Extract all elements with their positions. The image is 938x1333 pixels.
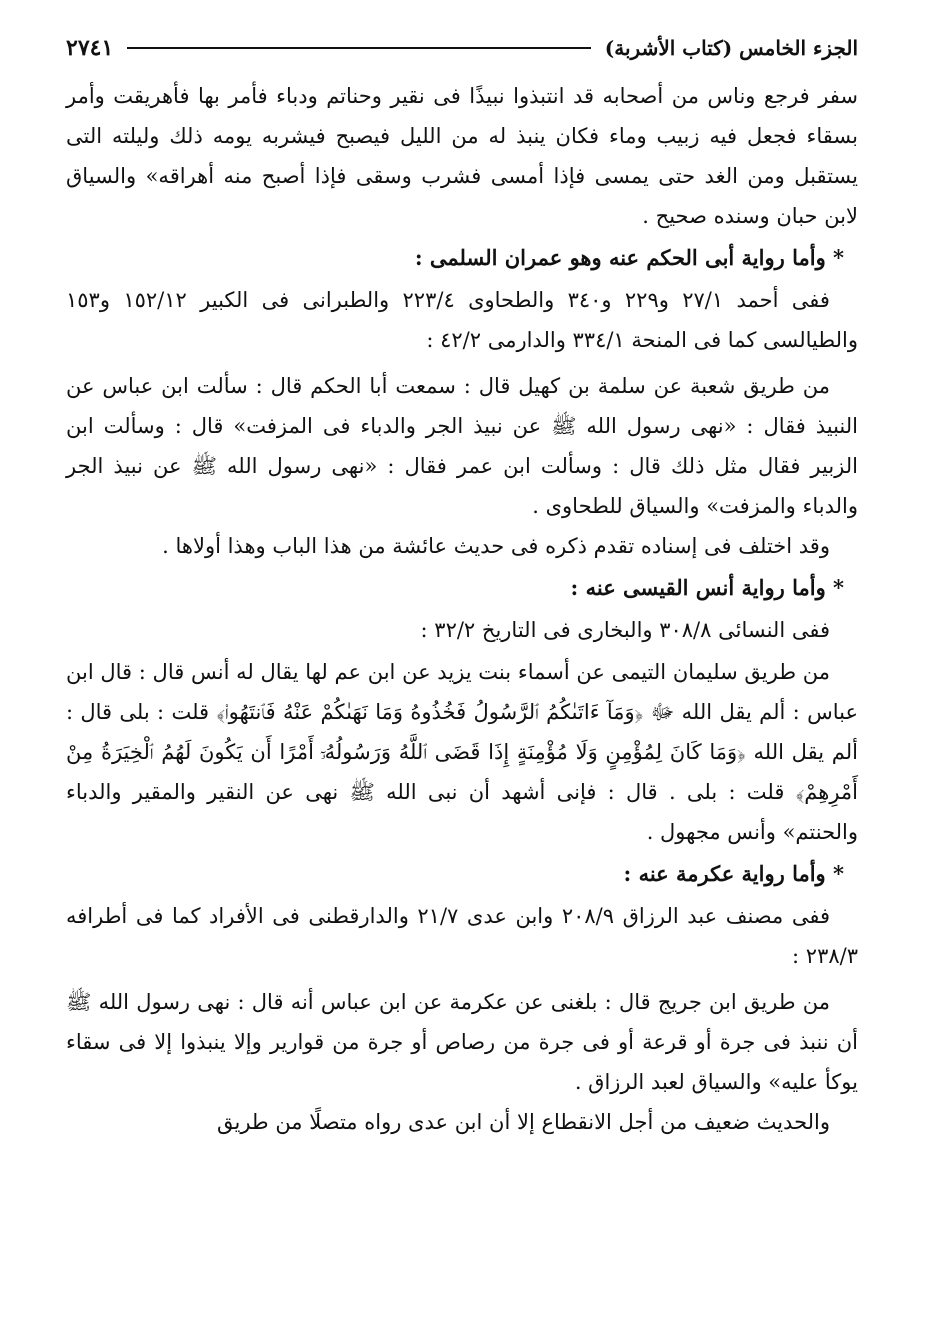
running-header <box>66 30 858 66</box>
header-rule <box>127 47 591 49</box>
paragraph-continuation: سفر فرجع وناس من أصحابه قد انتبذوا نبيذًا فى نقير وحناتم ودباء فأمر بها فأهريقت وأمر بسقاء فجعل فيه زبيب وماء فكان ينبذ له من الليل فيصبح فيشربه يومه ذلك وليلته التى يستقبل ومن الغد حتى يمسى فإذا أمسى فشرب وسقى فإذا أصبح منه أهراقه» والسياق لابن حبان وسنده صحيح . <box>66 84 858 228</box>
source-reference: ففى أحمد ٢٧/١ و٢٢٩ و٣٤٠ والطحاوى ٢٢٣/٤ والطبرانى فى الكبير ١٥٢/١٢ و١٥٣ والطيالسى كما فى المنحة ٣٣٤/١ والدارمى ٤٢/٢ : <box>66 288 858 352</box>
page <box>66 30 858 1142</box>
commentary-paragraph: والحديث ضعيف من أجل الانقطاع إلا أن ابن عدى رواه متصلًا من طريق <box>216 1110 830 1134</box>
hadith-narration: من طريق سليمان التيمى عن أسماء بنت يزيد عن ابن عم لها يقال له أنس قال : قال ابن عباس : ألم يقل الله ﷻ ﴿وَمَآ ءَاتَىٰكُمُ ٱلرَّسُولُ فَخُذُوهُ وَمَا نَهَىٰكُمْ عَنْهُ فَٱنتَهُوا۟﴾ قلت : بلى قال : ألم يقل الله ﴿وَمَا كَانَ لِمُؤْمِنٍ وَلَا مُؤْمِنَةٍ إِذَا قَضَى ٱللَّهُ وَرَسُولُهُۥٓ أَمْرًا أَن يَكُونَ لَهُمُ ٱلْخِيَرَةُ مِنْ أَمْرِهِمْ﴾ قلت : بلى . قال : فإنى أشهد أن نبى الله ﷺ نهى عن النقير والمقير والدباء والحنتم» وأنس مجهول . <box>66 660 858 844</box>
commentary-paragraph: وقد اختلف فى إسناده تقدم ذكره فى حديث عائشة من هذا الباب وهذا أولاها . <box>162 534 830 558</box>
section-heading-abu-al-hakam: * وأما رواية أبى الحكم عنه وهو عمران السلمى : <box>414 245 844 270</box>
source-reference: ففى النسائى ٣٠٨/٨ والبخارى فى التاريخ ٣٢/٢ : <box>420 618 830 642</box>
page-body <box>66 76 858 1142</box>
hadith-narration: من طريق ابن جريج قال : بلغنى عن عكرمة عن ابن عباس أنه قال : نهى رسول الله ﷺ أن ننبذ فى جرة أو قرعة أو فى جرة من رصاص أو جرة من قوارير وإلا ينبذوا إلا فى سقاء يوكأ عليه» والسياق لعبد الرزاق . <box>66 990 858 1094</box>
hadith-narration: من طريق شعبة عن سلمة بن كهيل قال : سمعت أبا الحكم قال : سألت ابن عباس عن النبيذ فقال : «نهى رسول الله ﷺ عن نبيذ الجر والدباء فى المزفت» قال : وسألت ابن الزبير فقال مثل ذلك قال : وسألت ابن عمر فقال : «نهى رسول الله ﷺ عن نبيذ الجر والدباء والمزفت» والسياق للطحاوى . <box>66 374 858 518</box>
section-heading-anas-al-qaysi: * وأما رواية أنس القيسى عنه : <box>570 575 844 600</box>
header-title: الجزء الخامس (كتاب الأشربة) <box>604 36 858 60</box>
source-reference: ففى مصنف عبد الرزاق ٢٠٨/٩ وابن عدى ٢١/٧ والدارقطنى فى الأفراد كما فى أطرافه ٢٣٨/٣ : <box>66 904 858 968</box>
section-heading-ikrima: * وأما رواية عكرمة عنه : <box>623 861 844 886</box>
page-number: ٢٧٤١ <box>66 35 114 61</box>
